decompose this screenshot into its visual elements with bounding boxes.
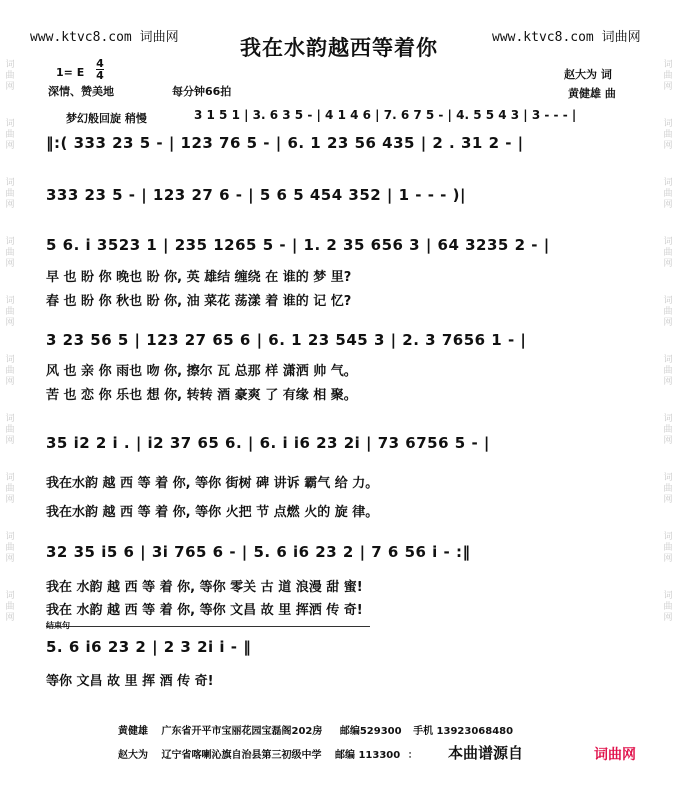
footer-address: 广东省开平市宝丽花园宝磊阁202房 <box>161 726 323 737</box>
intro-label: 梦幻般回旋 稍慢 <box>66 112 147 125</box>
mood-marking: 深情、赞美地 <box>48 85 114 98</box>
footer-phone: 手机 13923068480 <box>413 726 514 737</box>
score-line-1-notes: ‖:( 333 23 5 - | 123 76 5 - | 6. 1 23 56 435 | 2 . 31 2 - | <box>46 134 524 152</box>
key-signature <box>56 66 84 79</box>
watermark-text: 词曲网 <box>5 414 15 446</box>
site-url: www.ktvc8.com <box>30 30 132 45</box>
coda-label: 结束句 <box>46 621 70 630</box>
score-line-3-lyric-2: 春 也 盼 你 秋也 盼 你, 油 菜花 荡漾 着 谁的 记 忆? <box>46 294 352 309</box>
score-line-7-notes: 5. 6 i6 23 2 | 2 3 2i i - ‖ <box>46 638 252 656</box>
footer-postcode: 邮编529300 <box>339 726 402 737</box>
watermark-text: 词曲网 <box>5 119 15 151</box>
tempo-marking: 每分钟66拍 <box>172 85 232 98</box>
time-sig-top: 4 <box>96 57 104 70</box>
watermark-text: 词曲网 <box>663 60 673 92</box>
composer-credit: 黄健雄 曲 <box>568 87 616 100</box>
left-watermark-column <box>2 60 18 650</box>
score-line-3-notes: 5 6. i 3523 1 | 235 1265 5 - | 1. 2 35 656 3 | 64 3235 2 - | <box>46 236 550 254</box>
key-label: 1= E <box>56 66 85 79</box>
footer-name: 赵大为 <box>118 750 148 761</box>
score-line-5-lyric-2: 我在水韵 越 西 等 着 你, 等你 火把 节 点燃 火的 旋 律。 <box>46 505 379 520</box>
site-name: 词曲网 <box>139 30 179 45</box>
footer-postcode: 邮编 113300 <box>334 750 401 761</box>
watermark-text: 词曲网 <box>5 532 15 564</box>
score-line-4-notes: 3 23 56 5 | 123 27 65 6 | 6. 1 23 545 3 | 2. 3 7656 1 - | <box>46 331 527 349</box>
site-link-right[interactable] <box>492 26 641 45</box>
score-line-6-lyric-1: 我在 水韵 越 西 等 着 你, 等你 零关 古 道 浪漫 甜 蜜! <box>46 580 363 595</box>
score-line-5-notes: 35 i2 2 i . | i2 37 65 6. | 6. i i6 23 2i | 73 6756 5 - | <box>46 434 490 452</box>
coda-divider <box>46 626 370 627</box>
watermark-text: 词曲网 <box>663 296 673 328</box>
watermark-text: 词曲网 <box>5 178 15 210</box>
footer-separator: ： <box>407 750 418 761</box>
watermark-text: 词曲网 <box>5 591 15 623</box>
footer-address: 辽宁省喀喇沁旗自治县第三初级中学 <box>161 750 322 761</box>
watermark-text: 词曲网 <box>663 591 673 623</box>
lyricist-credit: 赵大为 词 <box>564 68 612 81</box>
watermark-text: 词曲网 <box>663 237 673 269</box>
right-watermark-column <box>660 60 676 650</box>
watermark-text: 词曲网 <box>663 119 673 151</box>
site-link-left[interactable] <box>30 26 179 45</box>
watermark-text: 词曲网 <box>663 532 673 564</box>
footer-name: 黄健雄 <box>118 726 148 737</box>
watermark-text: 词曲网 <box>663 355 673 387</box>
time-sig-bottom: 4 <box>96 69 104 82</box>
footer-row-2 <box>118 746 418 761</box>
footer-row-1 <box>118 722 513 737</box>
watermark-text: 词曲网 <box>5 473 15 505</box>
score-line-4-lyric-2: 苦 也 恋 你 乐也 想 你, 转转 酒 豪爽 了 有缘 相 聚。 <box>46 388 357 403</box>
score-line-3-lyric-1: 早 也 盼 你 晚也 盼 你, 英 雄结 缠绕 在 谁的 梦 里? <box>46 270 352 285</box>
watermark-text: 词曲网 <box>5 355 15 387</box>
watermark-text: 词曲网 <box>5 296 15 328</box>
watermark-text: 词曲网 <box>5 237 15 269</box>
watermark-text: 词曲网 <box>5 60 15 92</box>
score-line-6-lyric-2: 我在 水韵 越 西 等 着 你, 等你 文昌 故 里 挥洒 传 奇! <box>46 603 363 618</box>
score-line-6-notes: 32 35 i5 6 | 3i 765 6 - | 5. 6 i6 23 2 | 7 6 56 i - :‖ <box>46 543 471 561</box>
site-url: www.ktvc8.com <box>492 30 594 45</box>
intro-notes: 3 1 5 1 | 3. 6 3 5 - | 4 1 4 6 | 7. 6 7 5 - | 4. 5 5 4 3 | 3 - - - | <box>194 108 577 122</box>
score-line-4-lyric-1: 风 也 亲 你 雨也 吻 你, 擦尔 瓦 总那 样 潇洒 帅 气。 <box>46 364 357 379</box>
source-brand-link[interactable]: 词曲网 <box>594 747 636 763</box>
source-note: 本曲谱源自 <box>448 744 524 762</box>
watermark-text: 词曲网 <box>663 414 673 446</box>
score-line-2-notes: 333 23 5 - | 123 27 6 - | 5 6 5 454 352 | 1 - - - )| <box>46 186 466 204</box>
score-line-5-lyric-1: 我在水韵 越 西 等 着 你, 等你 街树 碑 讲诉 霸气 给 力。 <box>46 476 379 491</box>
time-signature <box>96 58 104 81</box>
watermark-text: 词曲网 <box>663 473 673 505</box>
site-name: 词曲网 <box>601 30 641 45</box>
score-line-7-lyric-1: 等你 文昌 故 里 挥 酒 传 奇! <box>46 674 214 689</box>
song-title: 我在水韵越西等着你 <box>240 36 438 60</box>
watermark-text: 词曲网 <box>663 178 673 210</box>
